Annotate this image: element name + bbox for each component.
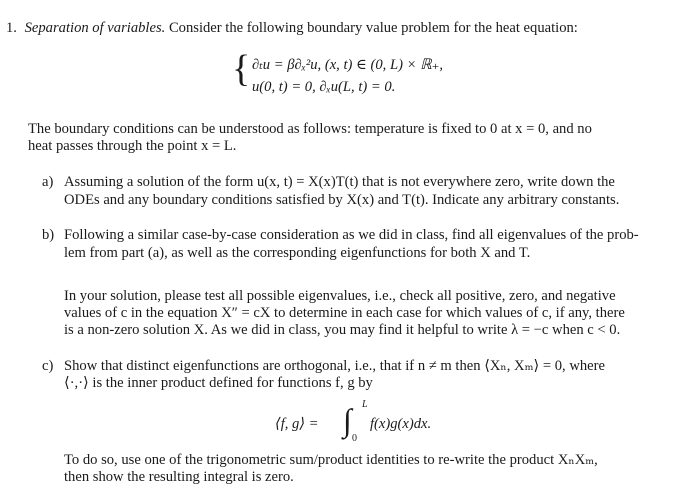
part-a-label: a): [42, 174, 54, 190]
part-b-line-1: Following a similar case-by-case consideration as we did in class, find all eigenvalues of the prob-: [64, 227, 639, 243]
equation-line-2: u(0, t) = 0, ∂ₓu(L, t) = 0.: [252, 79, 396, 95]
part-c-tail-1: To do so, use one of the trigonometric sum/product identities to re-write the product XₙXₘ,: [64, 452, 598, 468]
problem-header: [6, 20, 578, 37]
part-c-tail-2: then show the resulting integral is zero.: [64, 469, 294, 485]
part-c-line-1: Show that distinct eigenfunctions are orthogonal, i.e., that if n ≠ m then ⟨Xₙ, Xₘ⟩ = 0, where: [64, 358, 605, 374]
part-a-line-1: Assuming a solution of the form u(x, t) = X(x)T(t) that is not everywhere zero, write down the: [64, 174, 615, 190]
integral-upper-limit: L: [362, 399, 368, 410]
bc-line-1: The boundary conditions can be understood as follows: temperature is fixed to 0 at x = 0, and no: [28, 121, 592, 137]
part-b-hint-1: In your solution, please test all possible eigenvalues, i.e., check all positive, zero, and negative: [64, 288, 616, 304]
part-b-hint-2: values of c in the equation X″ = cX to determine in each case for which values of c, if any, there: [64, 305, 625, 321]
bc-line-2: heat passes through the point x = L.: [28, 138, 237, 154]
formula-lhs: ⟨f, g⟩ =: [275, 416, 319, 432]
equation-line-1: ∂ₜu = β∂ₓ²u, (x, t) ∈ (0, L) × ℝ₊,: [252, 57, 443, 73]
problem-number: 1.: [6, 20, 17, 36]
part-b-line-2: lem from part (a), as well as the corresponding eigenfunctions for both X and T.: [64, 245, 531, 261]
part-b-hint-3: is a non-zero solution X. As we did in class, you may find it helpful to write λ = −c when c < 0.: [64, 322, 621, 338]
equation-brace: {: [232, 48, 251, 90]
integrand: f(x)g(x)dx.: [370, 416, 432, 432]
part-c-line-2: ⟨·,·⟩ is the inner product defined for functions f, g by: [64, 375, 373, 391]
part-c-label: c): [42, 358, 54, 374]
problem-title: Separation of variables.: [24, 20, 166, 36]
part-b-label: b): [42, 227, 55, 243]
problem-intro: Consider the following boundary value problem for the heat equation:: [168, 20, 578, 36]
integral-lower-limit: 0: [352, 433, 357, 444]
integral-sign: ∫: [343, 402, 352, 438]
part-a-line-2: ODEs and any boundary conditions satisfied by X(x) and T(t). Indicate any arbitrary constants.: [64, 192, 620, 208]
